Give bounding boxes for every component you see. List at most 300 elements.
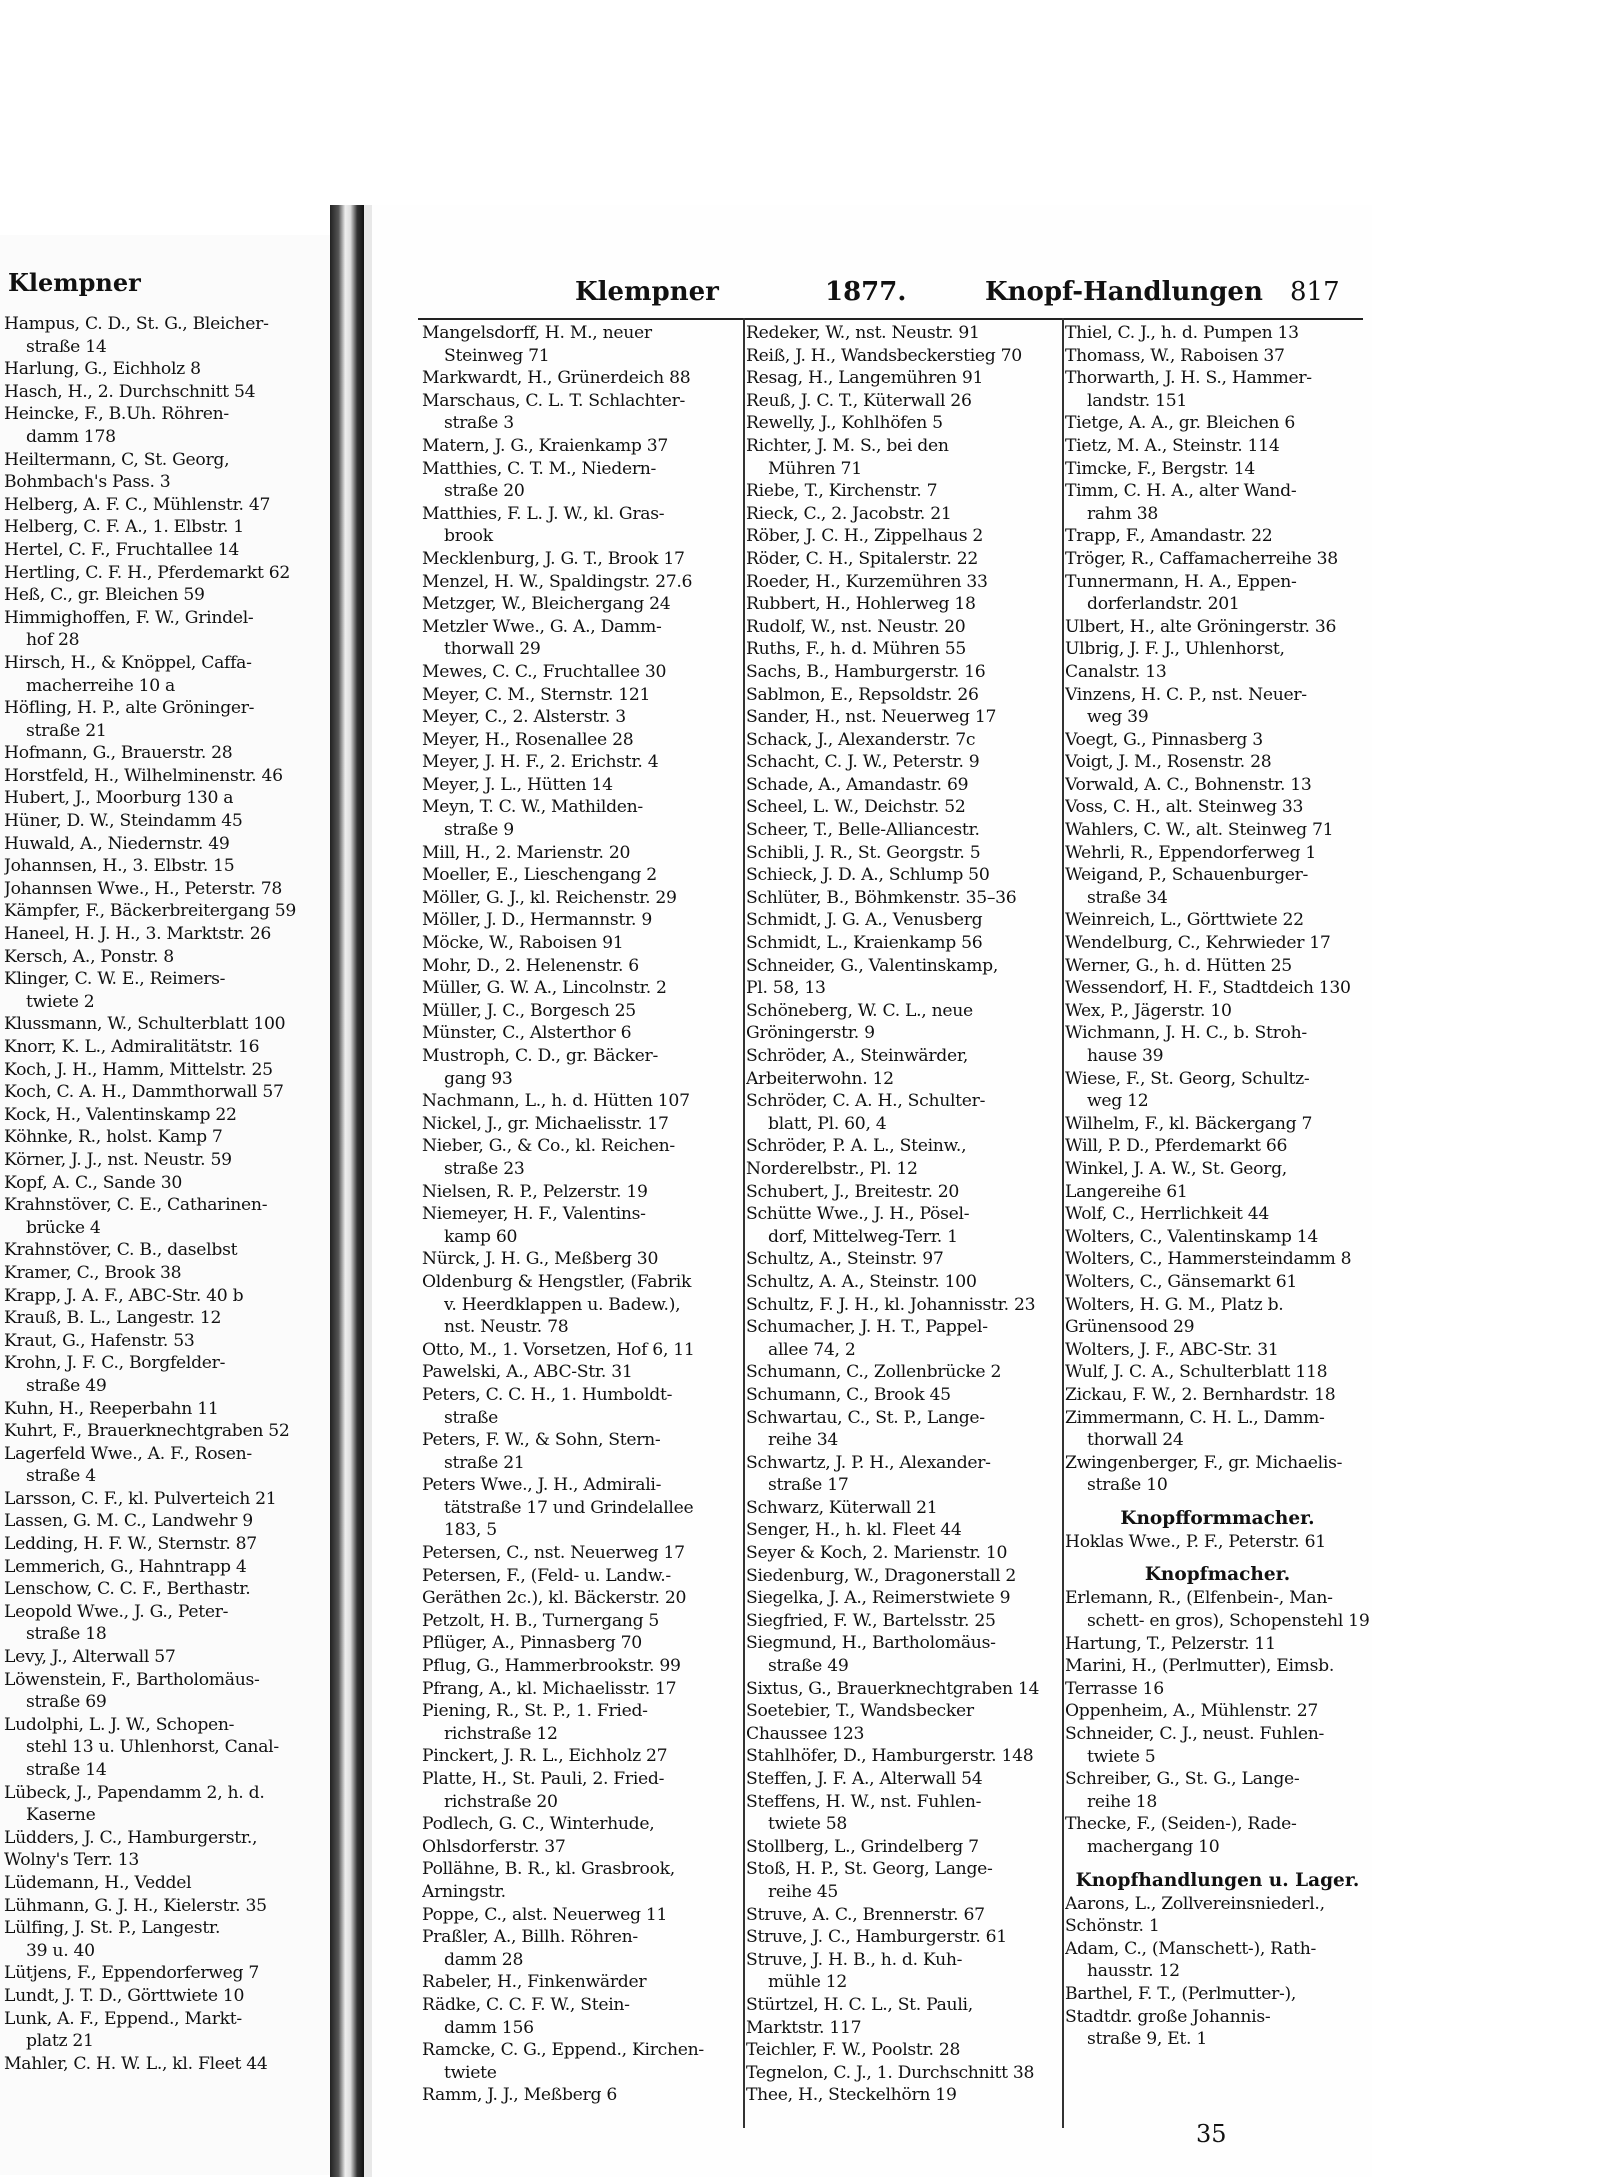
previous-page-column [4, 313, 330, 2173]
directory-entry: Schieck, J. D. A., Schlump 50 [746, 865, 990, 886]
directory-entry: Steinweg 71 [444, 345, 550, 366]
directory-entry: Huwald, A., Niedernstr. 49 [4, 833, 230, 854]
directory-entry: Wilhelm, F., kl. Bäckergang 7 [1065, 1113, 1313, 1134]
directory-column-2 [746, 322, 1058, 2142]
directory-entry: Marini, H., (Perlmutter), Eimsb. [1065, 1656, 1335, 1677]
directory-entry: straße 18 [26, 1624, 107, 1645]
directory-entry: Marschaus, C. L. T. Schlachter- [422, 390, 686, 411]
directory-entry: Schultz, F. J. H., kl. Johannisstr. 23 [746, 1294, 1036, 1315]
directory-entry: dorf, Mittelweg-Terr. 1 [768, 1226, 958, 1247]
directory-entry: straße 3 [444, 413, 514, 434]
directory-entry: Voegt, G., Pinnasberg 3 [1065, 729, 1263, 750]
directory-entry: Riebe, T., Kirchenstr. 7 [746, 481, 938, 502]
directory-entry: rahm 38 [1087, 503, 1159, 524]
directory-entry: Vinzens, H. C. P., nst. Neuer- [1065, 684, 1307, 705]
directory-entry: Gröningerstr. 9 [746, 1023, 875, 1044]
directory-entry: Nielsen, R. P., Pelzerstr. 19 [422, 1181, 648, 1202]
directory-entry: Ruths, F., h. d. Mühren 55 [746, 639, 967, 660]
directory-entry: Siegelka, J. A., Reimerstwiete 9 [746, 1588, 1011, 1609]
directory-entry: Löwenstein, F., Bartholomäus- [4, 1669, 260, 1690]
directory-entry: Schumann, C., Brook 45 [746, 1384, 951, 1405]
directory-entry: gang 93 [444, 1068, 513, 1089]
directory-entry: Lenschow, C. C. F., Berthastr. [4, 1579, 251, 1600]
directory-entry: Thecke, F., (Seiden-), Rade- [1065, 1814, 1297, 1835]
directory-entry: platz 21 [26, 2031, 94, 2052]
directory-entry: Schmidt, L., Kraienkamp 56 [746, 933, 983, 954]
directory-entry: tätstraße 17 und Grindelallee [444, 1497, 694, 1518]
directory-entry: Nieber, G., & Co., kl. Reichen- [422, 1136, 675, 1157]
directory-entry: Wolters, C., Valentinskamp 14 [1065, 1226, 1319, 1247]
directory-entry: Reiß, J. H., Wandsbeckerstieg 70 [746, 345, 1022, 366]
directory-entry: reihe 45 [768, 1881, 839, 1902]
directory-entry: Schumann, C., Zollenbrücke 2 [746, 1362, 1002, 1383]
section-heading: Knopfmacher. [1144, 1564, 1291, 1586]
directory-entry: Mustroph, C. D., gr. Bäcker- [422, 1046, 658, 1066]
directory-entry: Möller, G. J., kl. Reichenstr. 29 [422, 887, 677, 908]
directory-entry: Hartung, T., Pelzerstr. 11 [1065, 1633, 1276, 1654]
directory-entry: nst. Neustr. 78 [444, 1317, 569, 1338]
directory-entry: 39 u. 40 [26, 1940, 95, 1961]
directory-entry: Weigand, P., Schauenburger- [1065, 865, 1309, 886]
directory-entry: Lundt, J. T. D., Görttwiete 10 [4, 1985, 245, 2006]
directory-entry: Oppenheim, A., Mühlenstr. 27 [1065, 1701, 1319, 1722]
directory-entry: Timcke, F., Bergstr. 14 [1065, 458, 1256, 479]
directory-entry: mühle 12 [768, 1972, 848, 1993]
directory-entry: Ludolphi, L. J. W., Schopen- [4, 1714, 235, 1735]
directory-entry: Meyer, H., Rosenallee 28 [422, 729, 634, 750]
directory-entry: damm 178 [26, 426, 116, 447]
directory-entry: Meyer, J. H. F., 2. Erichstr. 4 [422, 752, 659, 773]
directory-entry: Hertel, C. F., Fruchtallee 14 [4, 539, 240, 560]
directory-entry: Haneel, H. J. H., 3. Marktstr. 26 [4, 924, 272, 945]
directory-entry: Rieck, C., 2. Jacobstr. 21 [746, 503, 952, 524]
directory-entry: Lütjens, F., Eppendorferweg 7 [4, 1963, 260, 1984]
directory-entry: Harlung, G., Eichholz 8 [4, 359, 201, 380]
directory-entry: straße 10 [1087, 1475, 1168, 1496]
directory-entry: Markwardt, H., Grünerdeich 88 [422, 368, 691, 389]
directory-entry: Wahlers, C. W., alt. Steinweg 71 [1065, 820, 1334, 841]
directory-entry: Koch, J. H., Hamm, Mittelstr. 25 [4, 1059, 273, 1080]
directory-entry: Wehrli, R., Eppendorferweg 1 [1065, 842, 1316, 863]
directory-entry: Sablmon, E., Repsoldstr. 26 [746, 684, 979, 705]
directory-entry: Matern, J. G., Kraienkamp 37 [422, 435, 669, 456]
directory-entry: Hasch, H., 2. Durchschnitt 54 [4, 381, 256, 402]
book-gutter [330, 205, 364, 2177]
directory-entry: Praßler, A., Billh. Röhren- [422, 1927, 638, 1948]
directory-entry: stehl 13 u. Uhlenhorst, Canal- [26, 1737, 279, 1758]
directory-entry: Schütte Wwe., J. H., Pösel- [746, 1204, 970, 1225]
directory-entry: Will, P. D., Pferdemarkt 66 [1065, 1136, 1288, 1157]
directory-entry: Podlech, G. C., Winterhude, [422, 1814, 655, 1835]
directory-entry: Schubert, J., Breitestr. 20 [746, 1181, 960, 1202]
directory-entry: Siedenburg, W., Dragonerstall 2 [746, 1565, 1017, 1586]
directory-entry: Matthies, C. T. M., Niedern- [422, 458, 657, 479]
directory-entry: Sixtus, G., Brauerknechtgraben 14 [746, 1678, 1040, 1699]
directory-entry: weg 12 [1087, 1091, 1149, 1112]
directory-entry: Roeder, H., Kurzemühren 33 [746, 571, 988, 592]
directory-entry: Schröder, A., Steinwärder, [746, 1046, 969, 1066]
directory-entry: Helberg, A. F. C., Mühlenstr. 47 [4, 494, 271, 515]
directory-entry: straße 23 [444, 1158, 525, 1179]
directory-entry: Krahnstöver, C. E., Catharinen- [4, 1195, 268, 1216]
directory-entry: Kopf, A. C., Sande 30 [4, 1172, 182, 1193]
directory-entry: Müller, G. W. A., Lincolnstr. 2 [422, 978, 667, 999]
directory-column-3 [1065, 322, 1370, 2142]
directory-entry: Kraut, G., Hafenstr. 53 [4, 1330, 195, 1351]
directory-entry: Ledding, H. F. W., Sternstr. 87 [4, 1534, 257, 1555]
directory-entry: v. Heerdklappen u. Badew.), [444, 1294, 681, 1315]
directory-entry: Tröger, R., Caffamacherreihe 38 [1065, 548, 1338, 569]
directory-entry: Tietge, A. A., gr. Bleichen 6 [1065, 413, 1295, 434]
directory-entry: Lühmann, G. J. H., Kielerstr. 35 [4, 1895, 267, 1916]
directory-entry: straße 17 [768, 1475, 849, 1496]
directory-entry: Timm, C. H. A., alter Wand- [1065, 481, 1297, 502]
directory-entry: Meyer, C., 2. Alsterstr. 3 [422, 707, 626, 728]
directory-entry: Poppe, C., alst. Neuerweg 11 [422, 1904, 668, 1925]
directory-entry: straße 69 [26, 1692, 107, 1713]
directory-entry: Niemeyer, H. F., Valentins- [422, 1204, 646, 1225]
directory-entry: Nürck, J. H. G., Meßberg 30 [422, 1249, 659, 1270]
directory-entry: Marktstr. 117 [746, 2017, 862, 2038]
directory-entry: Wolny's Terr. 13 [4, 1850, 139, 1871]
directory-entry: Wex, P., Jägerstr. 10 [1065, 1000, 1232, 1021]
directory-entry: Voigt, J. M., Rosenstr. 28 [1065, 752, 1272, 773]
directory-entry: Winkel, J. A. W., St. Georg, [1065, 1158, 1287, 1179]
directory-entry: reihe 18 [1087, 1791, 1158, 1812]
directory-entry: Mangelsdorff, H. M., neuer [422, 323, 652, 343]
directory-entry: straße 14 [26, 1760, 107, 1780]
directory-entry: Erlemann, R., (Elfenbein-, Man- [1065, 1588, 1333, 1609]
directory-entry: Wolf, C., Herrlichkeit 44 [1065, 1204, 1270, 1225]
directory-entry: Krohn, J. F. C., Borgfelder- [4, 1353, 226, 1374]
directory-entry: Langereihe 61 [1065, 1181, 1188, 1202]
directory-entry: Struve, J. C., Hamburgerstr. 61 [746, 1927, 1007, 1948]
directory-entry: Larsson, C. F., kl. Pulverteich 21 [4, 1488, 277, 1509]
directory-entry: Müller, J. C., Borgesch 25 [422, 1000, 636, 1021]
directory-entry: machergang 10 [1087, 1837, 1220, 1857]
directory-entry: Tietz, M. A., Steinstr. 114 [1065, 435, 1280, 456]
directory-entry: Canalstr. 13 [1065, 661, 1167, 682]
directory-entry: Pollähne, B. R., kl. Grasbrook, [422, 1859, 675, 1880]
directory-entry: Schneider, C. J., neust. Fuhlen- [1065, 1724, 1325, 1745]
directory-entry: Wolters, C., Hammersteindamm 8 [1065, 1249, 1352, 1270]
directory-entry: Köhnke, R., holst. Kamp 7 [4, 1127, 223, 1148]
directory-entry: Terrasse 16 [1065, 1678, 1164, 1699]
directory-entry: Höfling, H. P., alte Gröninger- [4, 698, 255, 719]
directory-entry: Metzler Wwe., G. A., Damm- [422, 616, 662, 637]
directory-entry: Lüdders, J. C., Hamburgerstr., [4, 1827, 258, 1848]
directory-entry: Peters Wwe., J. H., Admirali- [422, 1475, 662, 1496]
directory-entry: Richter, J. M. S., bei den [746, 435, 949, 456]
directory-entry: Wulf, J. C. A., Schulterblatt 118 [1065, 1362, 1328, 1383]
directory-entry: Johannsen, H., 3. Elbstr. 15 [4, 856, 235, 877]
directory-entry: Siegfried, F. W., Bartelsstr. 25 [746, 1610, 996, 1631]
directory-entry: Geräthen 2c.), kl. Bäckerstr. 20 [422, 1588, 687, 1609]
directory-entry: straße 49 [26, 1375, 107, 1396]
directory-entry: Mewes, C. C., Fruchtallee 30 [422, 661, 667, 682]
directory-entry: thorwall 24 [1087, 1430, 1184, 1451]
directory-entry: Sander, H., nst. Neuerweg 17 [746, 707, 997, 728]
directory-entry: Thomass, W., Raboisen 37 [1065, 345, 1285, 366]
directory-entry: Johannsen Wwe., H., Peterstr. 78 [4, 878, 283, 899]
previous-page-fragment [0, 235, 330, 2175]
directory-entry: Schibli, J. R., St. Georgstr. 5 [746, 842, 981, 863]
directory-entry: kamp 60 [444, 1226, 518, 1247]
directory-entry: Arbeiterwohn. 12 [746, 1068, 894, 1089]
directory-entry: Ohlsdorferstr. 37 [422, 1836, 566, 1857]
directory-entry: Heiltermann, C, St. Georg, [4, 449, 230, 470]
directory-entry: Kuhrt, F., Brauerknechtgraben 52 [4, 1421, 290, 1442]
directory-entry: Mill, H., 2. Marienstr. 20 [422, 842, 631, 863]
directory-entry: Lemmerich, G., Hahntrapp 4 [4, 1556, 247, 1577]
directory-entry: Kersch, A., Ponstr. 8 [4, 946, 174, 967]
previous-page-heading: Klempner [8, 268, 141, 297]
directory-entry: richstraße 20 [444, 1791, 558, 1812]
directory-entry: Zimmermann, C. H. L., Damm- [1065, 1407, 1325, 1428]
directory-entry: Steffens, H. W., nst. Fuhlen- [746, 1791, 982, 1812]
directory-entry: Lülfing, J. St. P., Langestr. [4, 1918, 221, 1939]
directory-entry: Wichmann, J. H. C., b. Stroh- [1065, 1023, 1307, 1044]
directory-entry: Metzger, W., Bleichergang 24 [422, 594, 671, 615]
header-rule [418, 318, 1363, 320]
directory-entry: weg 39 [1087, 707, 1149, 728]
directory-entry: Aarons, L., Zollvereinsniederl., [1065, 1893, 1325, 1914]
directory-entry: Weinreich, L., Görttwiete 22 [1065, 910, 1304, 931]
directory-entry: Tegnelon, C. J., 1. Durchschnitt 38 [746, 2062, 1035, 2083]
directory-entry: Thee, H., Steckelhörn 19 [746, 2085, 957, 2106]
directory-entry: Werner, G., h. d. Hütten 25 [1065, 955, 1292, 976]
directory-entry: twiete 58 [768, 1814, 847, 1835]
directory-entry: Sachs, B., Hamburgerstr. 16 [746, 661, 986, 682]
directory-entry: hof 28 [26, 630, 80, 651]
directory-entry: Horstfeld, H., Wilhelminenstr. 46 [4, 765, 283, 786]
directory-entry: Reuß, J. C. T., Küterwall 26 [746, 390, 972, 411]
directory-entry: straße 9 [444, 820, 514, 841]
directory-entry: Ulbrig, J. F. J., Uhlenhorst, [1065, 639, 1285, 660]
directory-entry: Barthel, F. T., (Perlmutter-), [1065, 1983, 1297, 2004]
section-heading: Knopfformmacher. [1120, 1507, 1315, 1529]
directory-entry: Rewelly, J., Kohlhöfen 5 [746, 413, 943, 434]
directory-entry: straße 14 [26, 336, 107, 357]
directory-entry: Platte, H., St. Pauli, 2. Fried- [422, 1769, 665, 1789]
directory-entry: Petzolt, H. B., Turnergang 5 [422, 1610, 660, 1631]
directory-entry: Lagerfeld Wwe., A. F., Rosen- [4, 1443, 252, 1464]
directory-entry: Zwingenberger, F., gr. Michaelis- [1065, 1452, 1343, 1473]
directory-entry: Klussmann, W., Schulterblatt 100 [4, 1014, 286, 1035]
directory-entry: Wolters, H. G. M., Platz b. [1065, 1294, 1284, 1315]
book-gutter-edge [364, 205, 372, 2177]
directory-entry: Petersen, F., (Feld- u. Landw.- [422, 1565, 671, 1586]
section-heading: Knopfhandlungen u. Lager. [1075, 1869, 1360, 1891]
directory-entry: macherreihe 10 a [26, 675, 175, 696]
directory-entry: straße 21 [444, 1452, 525, 1473]
directory-entry: straße 21 [26, 720, 107, 741]
directory-entry: Lüdemann, H., Veddel [4, 1872, 192, 1893]
directory-entry: Stürtzel, H. C. L., St. Pauli, [746, 1994, 973, 2015]
directory-entry: Hoklas Wwe., P. F., Peterstr. 61 [1065, 1531, 1326, 1552]
directory-entry: Menzel, H. W., Spaldingstr. 27.6 [422, 571, 693, 592]
directory-entry: Krauß, B. L., Langestr. 12 [4, 1308, 222, 1329]
directory-entry: Koch, C. A. H., Dammthorwall 57 [4, 1082, 284, 1103]
directory-entry: Schöneberg, W. C. L., neue [746, 1000, 973, 1021]
directory-entry: straße 49 [768, 1656, 849, 1677]
directory-entry: Stadtdr. große Johannis- [1065, 2006, 1271, 2027]
directory-entry: Meyn, T. C. W., Mathilden- [422, 797, 643, 818]
directory-entry: Helberg, C. F. A., 1. Elbstr. 1 [4, 517, 244, 538]
directory-entry: Lübeck, J., Papendamm 2, h. d. [4, 1782, 265, 1803]
directory-entry: Schmidt, J. G. A., Venusberg [746, 910, 983, 931]
directory-entry: allee 74, 2 [768, 1339, 856, 1360]
directory-entry: Trapp, F., Amandastr. 22 [1065, 526, 1273, 547]
directory-entry: Adam, C., (Manschett-), Rath- [1065, 1938, 1317, 1959]
directory-entry: Arningstr. [422, 1881, 506, 1902]
directory-entry: Levy, J., Alterwall 57 [4, 1647, 176, 1668]
directory-entry: twiete [444, 2062, 497, 2083]
directory-entry: Mühren 71 [768, 458, 862, 479]
directory-entry: Pawelski, A., ABC-Str. 31 [422, 1362, 633, 1383]
directory-entry: Scheer, T., Belle-Alliancestr. [746, 820, 980, 841]
directory-entry: Steffen, J. F. A., Alterwall 54 [746, 1769, 983, 1789]
directory-entry: Hüner, D. W., Steindamm 45 [4, 811, 243, 832]
directory-entry: Röder, C. H., Spitalerstr. 22 [746, 548, 979, 569]
directory-entry: damm 156 [444, 2017, 534, 2038]
directory-entry: thorwall 29 [444, 639, 541, 660]
directory-entry: Kramer, C., Brook 38 [4, 1262, 182, 1283]
directory-entry: Münster, C., Alsterthor 6 [422, 1023, 632, 1044]
directory-entry: Schreiber, G., St. G., Lange- [1065, 1769, 1300, 1790]
directory-entry: Meyer, C. M., Sternstr. 121 [422, 684, 651, 705]
directory-entry: Kuhn, H., Reeperbahn 11 [4, 1398, 219, 1419]
directory-entry: Rudolf, W., nst. Neustr. 20 [746, 616, 966, 637]
directory-entry: twiete 2 [26, 991, 95, 1012]
directory-entry: Rädke, C. C. F. W., Stein- [422, 1994, 630, 2015]
directory-entry: straße 34 [1087, 887, 1168, 908]
directory-entry: hausstr. 12 [1087, 1961, 1180, 1982]
directory-entry: Wendelburg, C., Kehrwieder 17 [1065, 933, 1331, 954]
directory-entry: Pflüger, A., Pinnasberg 70 [422, 1633, 642, 1654]
directory-entry: Scheel, L. W., Deichstr. 52 [746, 797, 966, 818]
directory-entry: Pfrang, A., kl. Michaelisstr. 17 [422, 1678, 677, 1699]
directory-entry: Matthies, F. L. J. W., kl. Gras- [422, 503, 665, 524]
directory-entry: Hirsch, H., & Knöppel, Caffa- [4, 652, 252, 673]
directory-entry: Hertling, C. F. H., Pferdemarkt 62 [4, 562, 290, 583]
running-head-right: Knopf-Handlungen [985, 277, 1263, 307]
directory-entry: Struve, A. C., Brennerstr. 67 [746, 1904, 985, 1925]
directory-entry: Rubbert, H., Hohlerweg 18 [746, 594, 976, 615]
directory-entry: Zickau, F. W., 2. Bernhardstr. 18 [1065, 1384, 1336, 1405]
running-head-year: 1877. [825, 277, 907, 307]
directory-entry: Rabeler, H., Finkenwärder [422, 1972, 647, 1993]
directory-entry: Pinckert, J. R. L., Eichholz 27 [422, 1746, 668, 1767]
directory-entry: Meyer, J. L., Hütten 14 [422, 774, 613, 795]
directory-entry: Hubert, J., Moorburg 130 a [4, 788, 234, 809]
directory-entry: Wiese, F., St. Georg, Schultz- [1065, 1068, 1310, 1089]
directory-entry: Norderelbstr., Pl. 12 [746, 1158, 918, 1179]
directory-entry: Körner, J. J., nst. Neustr. 59 [4, 1149, 232, 1170]
directory-entry: Nickel, J., gr. Michaelisstr. 17 [422, 1113, 669, 1134]
printer-signature: 35 [1196, 2120, 1227, 2148]
directory-column-1 [422, 322, 738, 2142]
directory-entry: straße 20 [444, 481, 525, 502]
directory-entry: Schwartau, C., St. P., Lange- [746, 1407, 985, 1428]
directory-entry: straße [444, 1407, 499, 1428]
directory-entry: Schröder, C. A. H., Schulter- [746, 1091, 986, 1112]
directory-entry: brook [444, 526, 493, 547]
directory-entry: Bohmbach's Pass. 3 [4, 472, 171, 493]
directory-entry: Schacht, C. J. W., Peterstr. 9 [746, 752, 980, 773]
directory-entry: Kock, H., Valentinskamp 22 [4, 1104, 237, 1125]
directory-entry: Wolters, J. F., ABC-Str. 31 [1065, 1339, 1279, 1360]
directory-entry: Petersen, C., nst. Neuerweg 17 [422, 1543, 685, 1564]
directory-entry: Nachmann, L., h. d. Hütten 107 [422, 1091, 690, 1112]
directory-entry: Schack, J., Alexanderstr. 7c [746, 729, 976, 750]
directory-entry: Seyer & Koch, 2. Marienstr. 10 [746, 1543, 1008, 1564]
directory-entry: dorferlandstr. 201 [1087, 594, 1240, 615]
directory-entry: Siegmund, H., Bartholomäus- [746, 1633, 996, 1654]
directory-entry: richstraße 12 [444, 1723, 558, 1744]
directory-entry: Pl. 58, 13 [746, 978, 826, 999]
directory-entry: Heß, C., gr. Bleichen 59 [4, 585, 205, 606]
running-head-left: Klempner [575, 277, 719, 307]
directory-entry: straße 9, Et. 1 [1087, 2029, 1207, 2050]
column-divider-2 [1062, 318, 1064, 2128]
directory-entry: Röber, J. C. H., Zippelhaus 2 [746, 526, 984, 547]
directory-entry: Senger, H., h. kl. Fleet 44 [746, 1520, 962, 1541]
directory-entry: Ramcke, C. G., Eppend., Kirchen- [422, 2040, 704, 2061]
directory-entry: Schultz, A. A., Steinstr. 100 [746, 1271, 977, 1292]
directory-entry: Himmighoffen, F. W., Grindel- [4, 607, 254, 628]
directory-entry: landstr. 151 [1087, 390, 1188, 411]
directory-entry: Ulbert, H., alte Gröningerstr. 36 [1065, 616, 1337, 637]
directory-entry: Schönstr. 1 [1065, 1916, 1160, 1937]
directory-entry: Chaussee 123 [746, 1723, 865, 1744]
directory-entry: Stollberg, L., Grindelberg 7 [746, 1836, 979, 1857]
directory-entry: hause 39 [1087, 1046, 1164, 1066]
column-divider-1 [743, 318, 745, 2128]
directory-entry: Knorr, K. L., Admiralitätstr. 16 [4, 1037, 260, 1057]
directory-entry: Krapp, J. A. F., ABC-Str. 40 b [4, 1285, 244, 1306]
directory-entry: Lassen, G. M. C., Landwehr 9 [4, 1511, 253, 1532]
directory-entry: 183, 5 [444, 1520, 497, 1541]
directory-entry: Lunk, A. F., Eppend., Markt- [4, 2008, 242, 2029]
directory-entry: Krahnstöver, C. B., daselbst [4, 1240, 238, 1261]
directory-entry: Thorwarth, J. H. S., Hammer- [1065, 368, 1312, 389]
directory-entry: Hampus, C. D., St. G., Bleicher- [4, 314, 269, 334]
directory-entry: Wolters, C., Gänsemarkt 61 [1065, 1271, 1297, 1292]
directory-entry: Schlüter, B., Böhmkenstr. 35–36 [746, 887, 1017, 908]
directory-entry: Mahler, C. H. W. L., kl. Fleet 44 [4, 2053, 268, 2074]
directory-entry: schett- en gros), Schopenstehl 19 [1087, 1611, 1370, 1632]
directory-entry: Schröder, P. A. L., Steinw., [746, 1136, 967, 1157]
directory-entry: Vorwald, A. C., Bohnenstr. 13 [1065, 774, 1312, 795]
directory-entry: Teichler, F. W., Poolstr. 28 [746, 2040, 961, 2061]
directory-entry: Hofmann, G., Brauerstr. 28 [4, 743, 233, 764]
directory-entry: Schumacher, J. H. T., Pappel- [746, 1317, 988, 1338]
directory-entry: Oldenburg & Hengstler, (Fabrik [422, 1271, 692, 1292]
directory-entry: Schneider, G., Valentinskamp, [746, 955, 998, 976]
directory-entry: Möcke, W., Raboisen 91 [422, 933, 624, 954]
directory-entry: Soetebier, T., Wandsbecker [746, 1701, 974, 1722]
directory-entry: Kämpfer, F., Bäckerbreitergang 59 [4, 901, 297, 922]
directory-entry: Möller, J. D., Hermannstr. 9 [422, 910, 652, 931]
directory-entry: straße 4 [26, 1466, 96, 1487]
directory-entry: Schultz, A., Steinstr. 97 [746, 1249, 944, 1270]
directory-entry: brücke 4 [26, 1217, 101, 1238]
directory-entry: Resag, H., Langemühren 91 [746, 368, 984, 389]
directory-entry: Schwartz, J. P. H., Alexander- [746, 1452, 991, 1473]
directory-entry: Redeker, W., nst. Neustr. 91 [746, 323, 980, 343]
directory-entry: Leopold Wwe., J. G., Peter- [4, 1601, 229, 1622]
